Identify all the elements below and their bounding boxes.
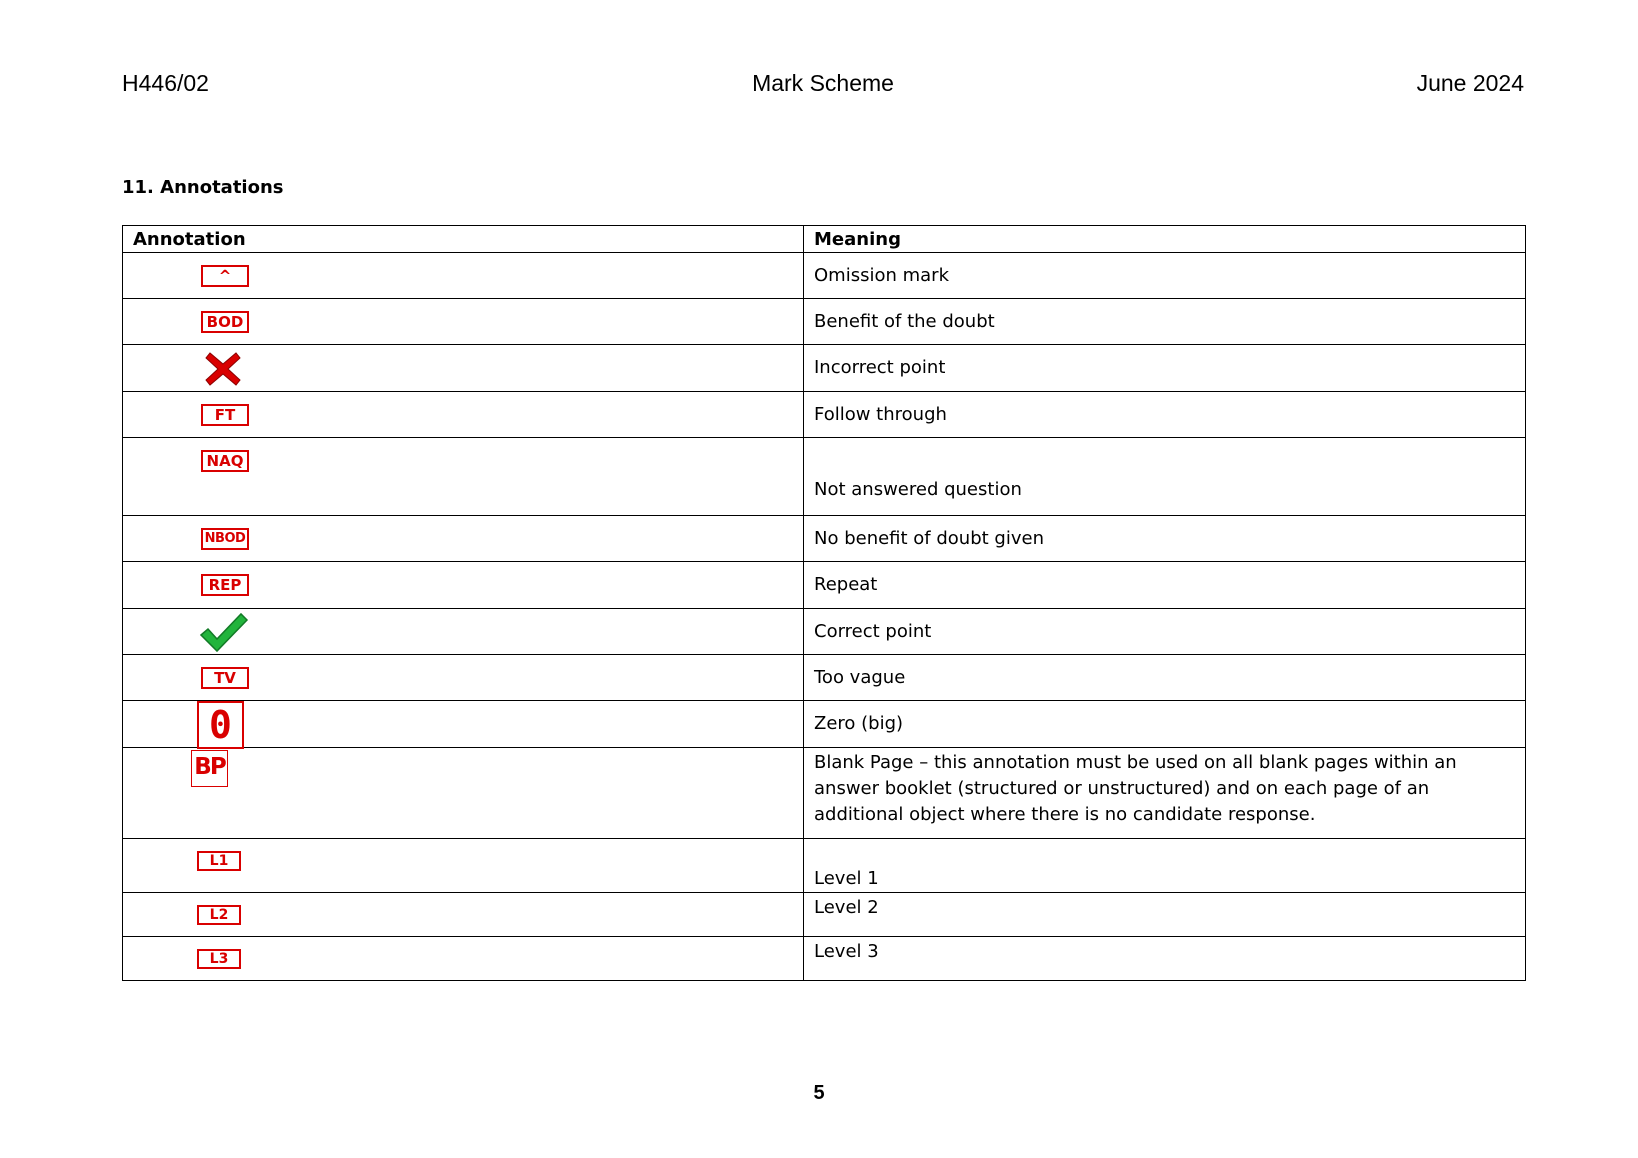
meaning-cell: Too vague [804, 655, 1526, 701]
column-header-annotation: Annotation [123, 226, 804, 253]
table-row [123, 748, 1526, 839]
document-title: Mark Scheme [752, 70, 894, 96]
l2-badge-icon: L2 [197, 905, 241, 925]
naq-badge-icon: NAQ [201, 450, 249, 472]
meaning-cell: Level 1 [804, 839, 1526, 893]
table-row [123, 701, 1526, 748]
table-row [123, 937, 1526, 981]
table-row [123, 438, 1526, 516]
annotation-cell [123, 893, 804, 937]
meaning-cell: Benefit of the doubt [804, 299, 1526, 345]
meaning-cell: Correct point [804, 609, 1526, 655]
annotation-cell [123, 438, 804, 516]
green-tick-icon [199, 611, 249, 653]
table-row [123, 839, 1526, 893]
table-row [123, 392, 1526, 438]
table-row [123, 516, 1526, 562]
annotation-cell [123, 562, 804, 609]
meaning-cell: Incorrect point [804, 345, 1526, 392]
page-header [122, 70, 1524, 100]
table-header-row [123, 226, 1526, 253]
zero-badge-icon: 0 [197, 701, 244, 749]
meaning-cell: Level 2 [804, 893, 1526, 937]
l3-badge-icon: L3 [197, 949, 241, 969]
page-number: 5 [813, 1082, 825, 1104]
meaning-cell: Omission mark [804, 253, 1526, 299]
annotation-cell [123, 937, 804, 981]
exam-date: June 2024 [1416, 70, 1524, 96]
annotation-cell [123, 253, 804, 299]
section-title: 11. Annotations [122, 177, 284, 198]
meaning-cell: No benefit of doubt given [804, 516, 1526, 562]
annotation-cell [123, 609, 804, 655]
table-row [123, 345, 1526, 392]
meaning-cell: Blank Page – this annotation must be used on all blank pages within an answer booklet (structured or unstructured) and on each page of an additional object where there is no candidate response. [804, 748, 1526, 839]
meaning-cell: Level 3 [804, 937, 1526, 981]
annotation-cell [123, 392, 804, 438]
tv-badge-icon: TV [201, 667, 249, 689]
meaning-cell: Not answered question [804, 438, 1526, 516]
table-row [123, 562, 1526, 609]
rep-badge-icon: REP [201, 574, 249, 596]
l1-badge-icon: L1 [197, 851, 241, 871]
annotation-cell [123, 516, 804, 562]
annotation-cell [123, 299, 804, 345]
nbod-badge-icon: NBOD [201, 528, 249, 550]
meaning-cell: Zero (big) [804, 701, 1526, 748]
meaning-cell: Follow through [804, 392, 1526, 438]
red-cross-icon [204, 350, 242, 388]
annotation-cell [123, 655, 804, 701]
meaning-cell: Repeat [804, 562, 1526, 609]
bod-badge-icon: BOD [201, 311, 249, 333]
annotation-cell [123, 345, 804, 392]
annotation-cell [123, 748, 804, 839]
column-header-meaning: Meaning [804, 226, 1526, 253]
table-row [123, 893, 1526, 937]
annotation-cell [123, 701, 804, 748]
omission-caret-icon: ^ [201, 265, 249, 287]
annotation-cell [123, 839, 804, 893]
table-row [123, 655, 1526, 701]
bp-badge-icon: BP [191, 750, 228, 787]
table-row [123, 609, 1526, 655]
table-row [123, 253, 1526, 299]
ft-badge-icon: FT [201, 404, 249, 426]
paper-code: H446/02 [122, 70, 209, 96]
table-row [123, 299, 1526, 345]
annotations-table [122, 225, 1526, 981]
